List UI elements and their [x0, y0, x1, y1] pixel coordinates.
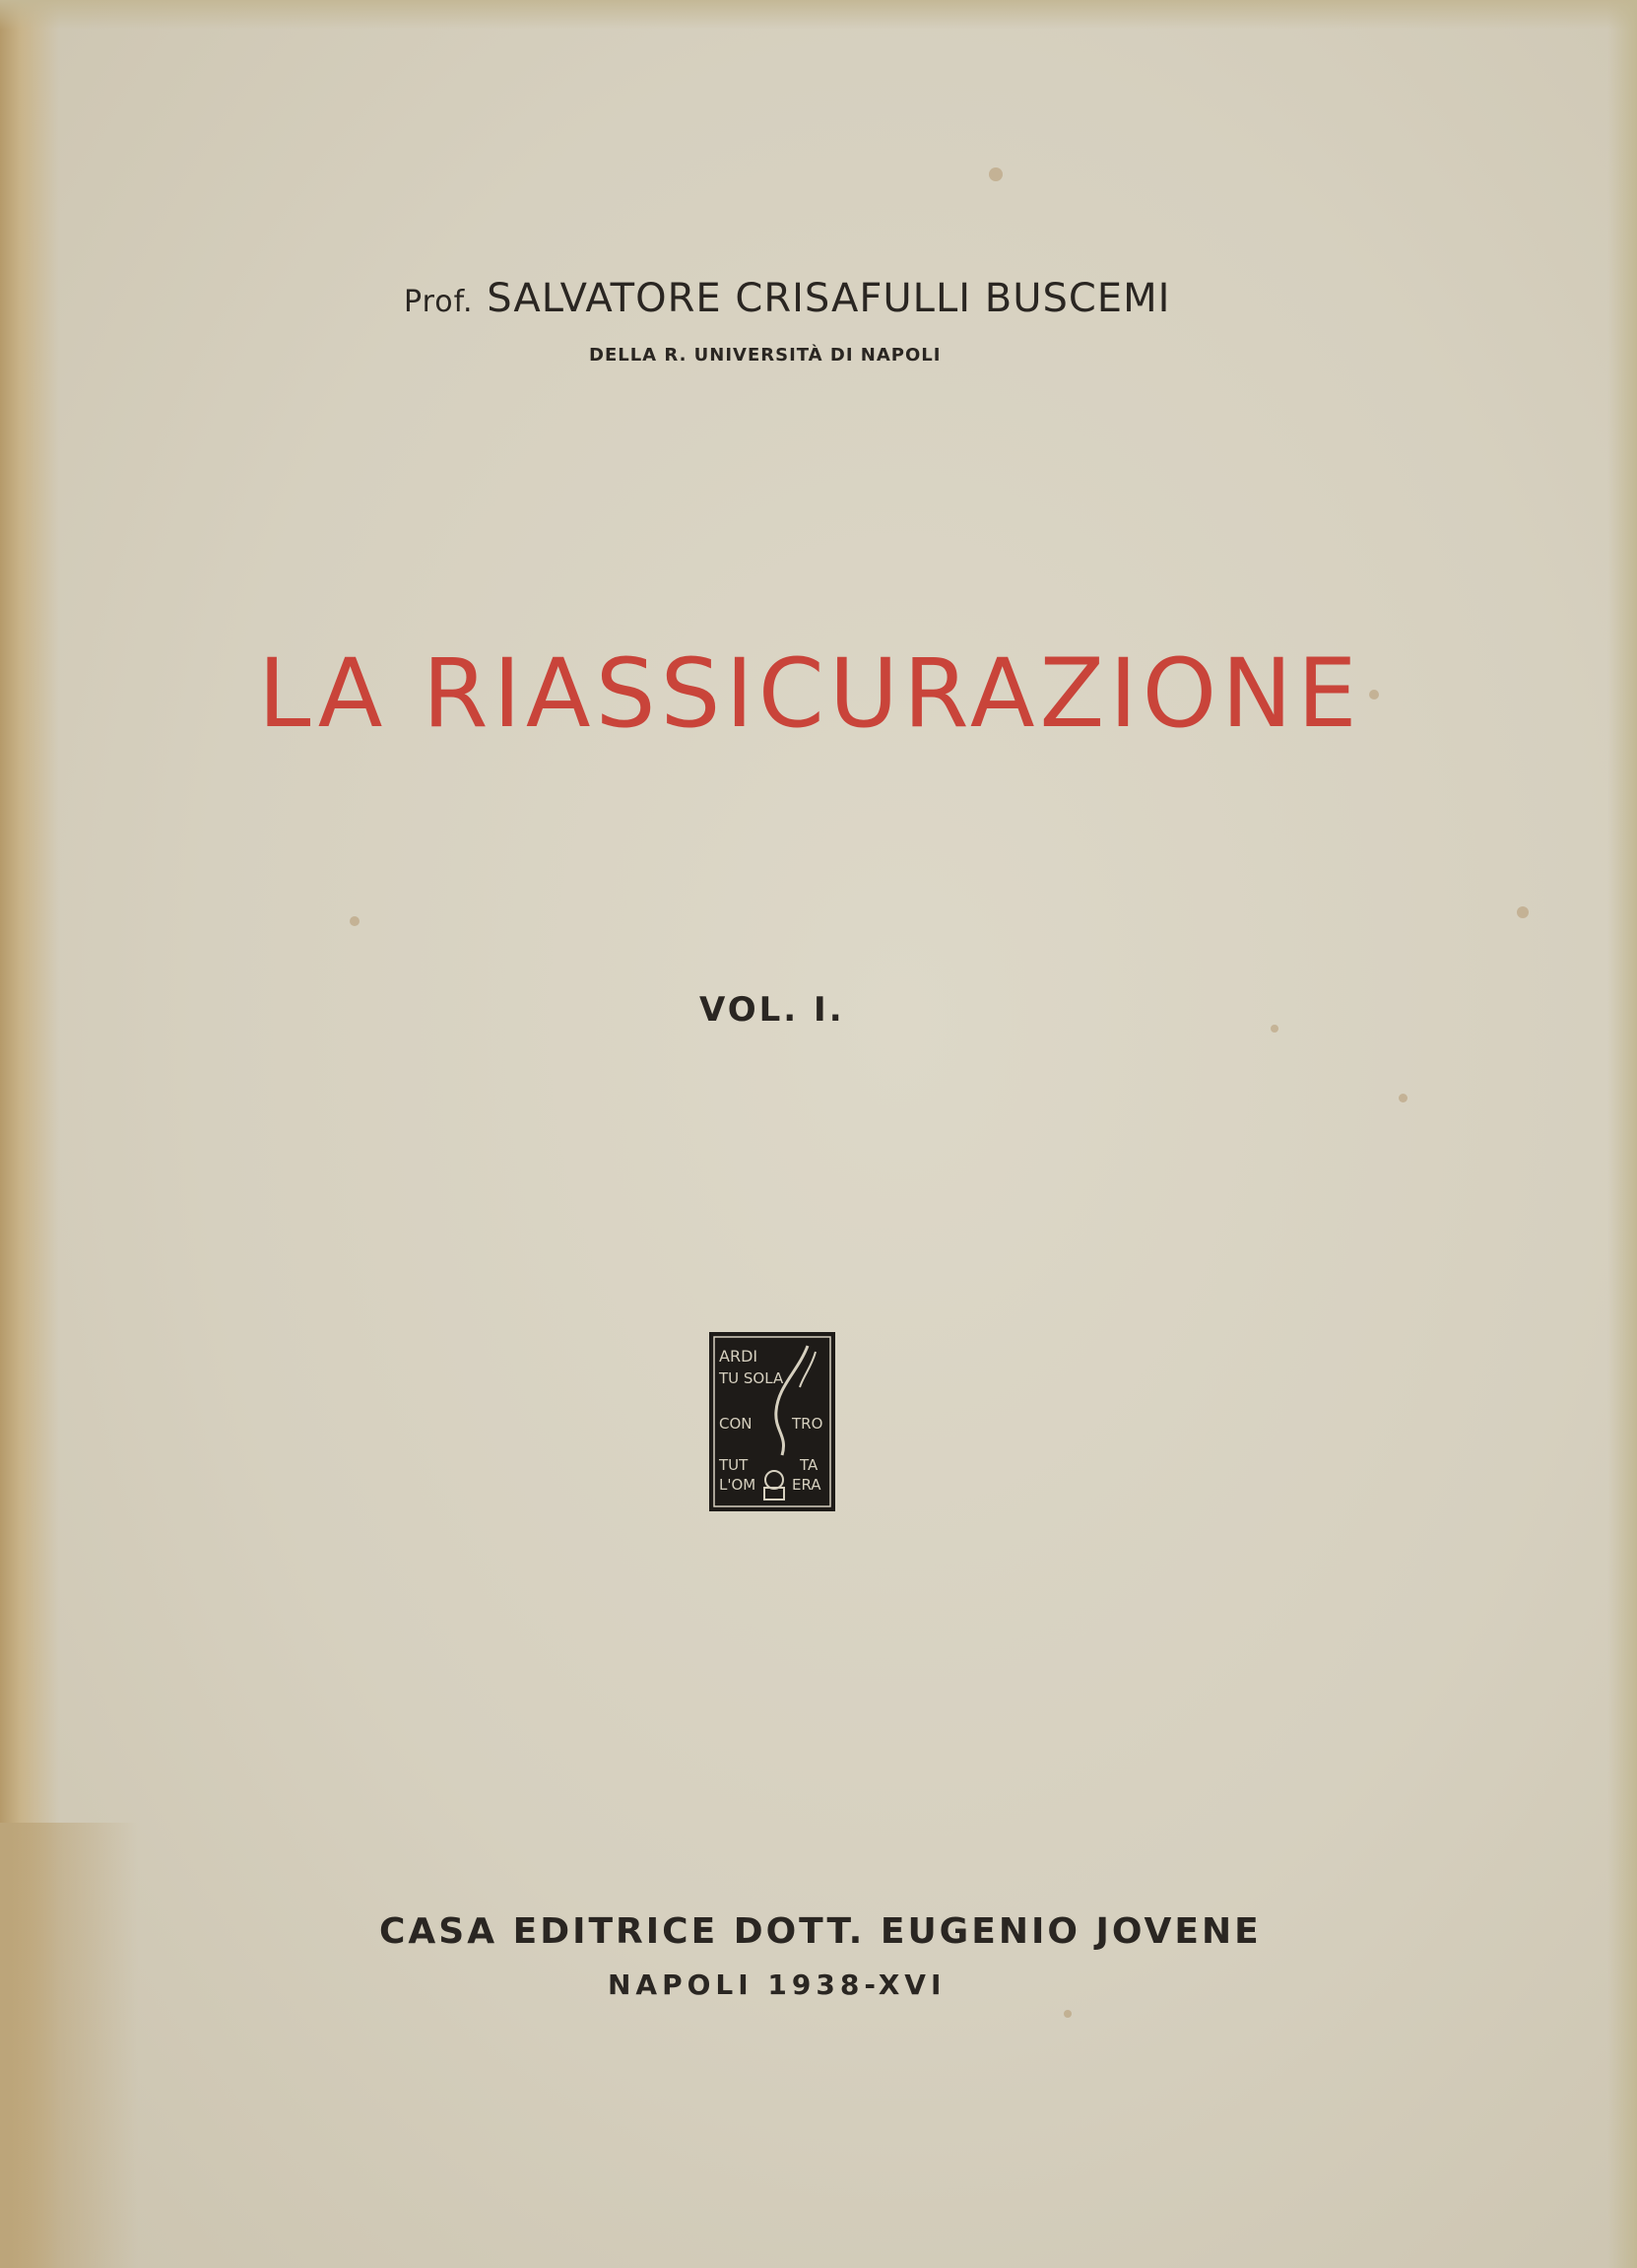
emblem-word: TA: [800, 1456, 818, 1474]
foxing-spot: [1399, 1094, 1408, 1102]
author-prefix: Prof.: [404, 285, 474, 319]
foxing-spot: [1369, 690, 1379, 700]
foxing-spot: [1064, 2010, 1072, 2018]
volume-label: VOL. I.: [699, 990, 845, 1030]
emblem-word: TU SOLA: [719, 1369, 784, 1387]
book-title: LA RIASSICURAZIONE: [258, 638, 1362, 749]
publisher-name: CASA EDITRICE DOTT. EUGENIO JOVENE: [379, 1911, 1262, 1952]
foxing-spot: [1271, 1025, 1278, 1033]
worn-right-edge: [1607, 0, 1637, 2268]
worn-bottom-left-edge: [0, 1823, 138, 2268]
emblem-word: TUT: [719, 1456, 749, 1474]
publication-place-date: NAPOLI 1938-XVI: [608, 1968, 947, 2001]
author-name: SALVATORE CRISAFULLI BUSCEMI: [487, 276, 1171, 321]
author-affiliation: DELLA R. UNIVERSITÀ DI NAPOLI: [589, 345, 942, 366]
publisher-emblem: [709, 1332, 835, 1511]
worn-top-edge: [0, 0, 1637, 30]
foxing-spot: [989, 167, 1003, 181]
emblem-word: CON: [719, 1415, 753, 1433]
emblem-word: TRO: [792, 1415, 823, 1433]
foxing-spot: [1517, 906, 1529, 918]
emblem-word: ERA: [792, 1476, 821, 1494]
author-line: [404, 276, 1170, 321]
foxing-spot: [350, 916, 360, 926]
emblem-word: L'OM: [719, 1476, 756, 1494]
emblem-word: ARDI: [719, 1347, 758, 1366]
